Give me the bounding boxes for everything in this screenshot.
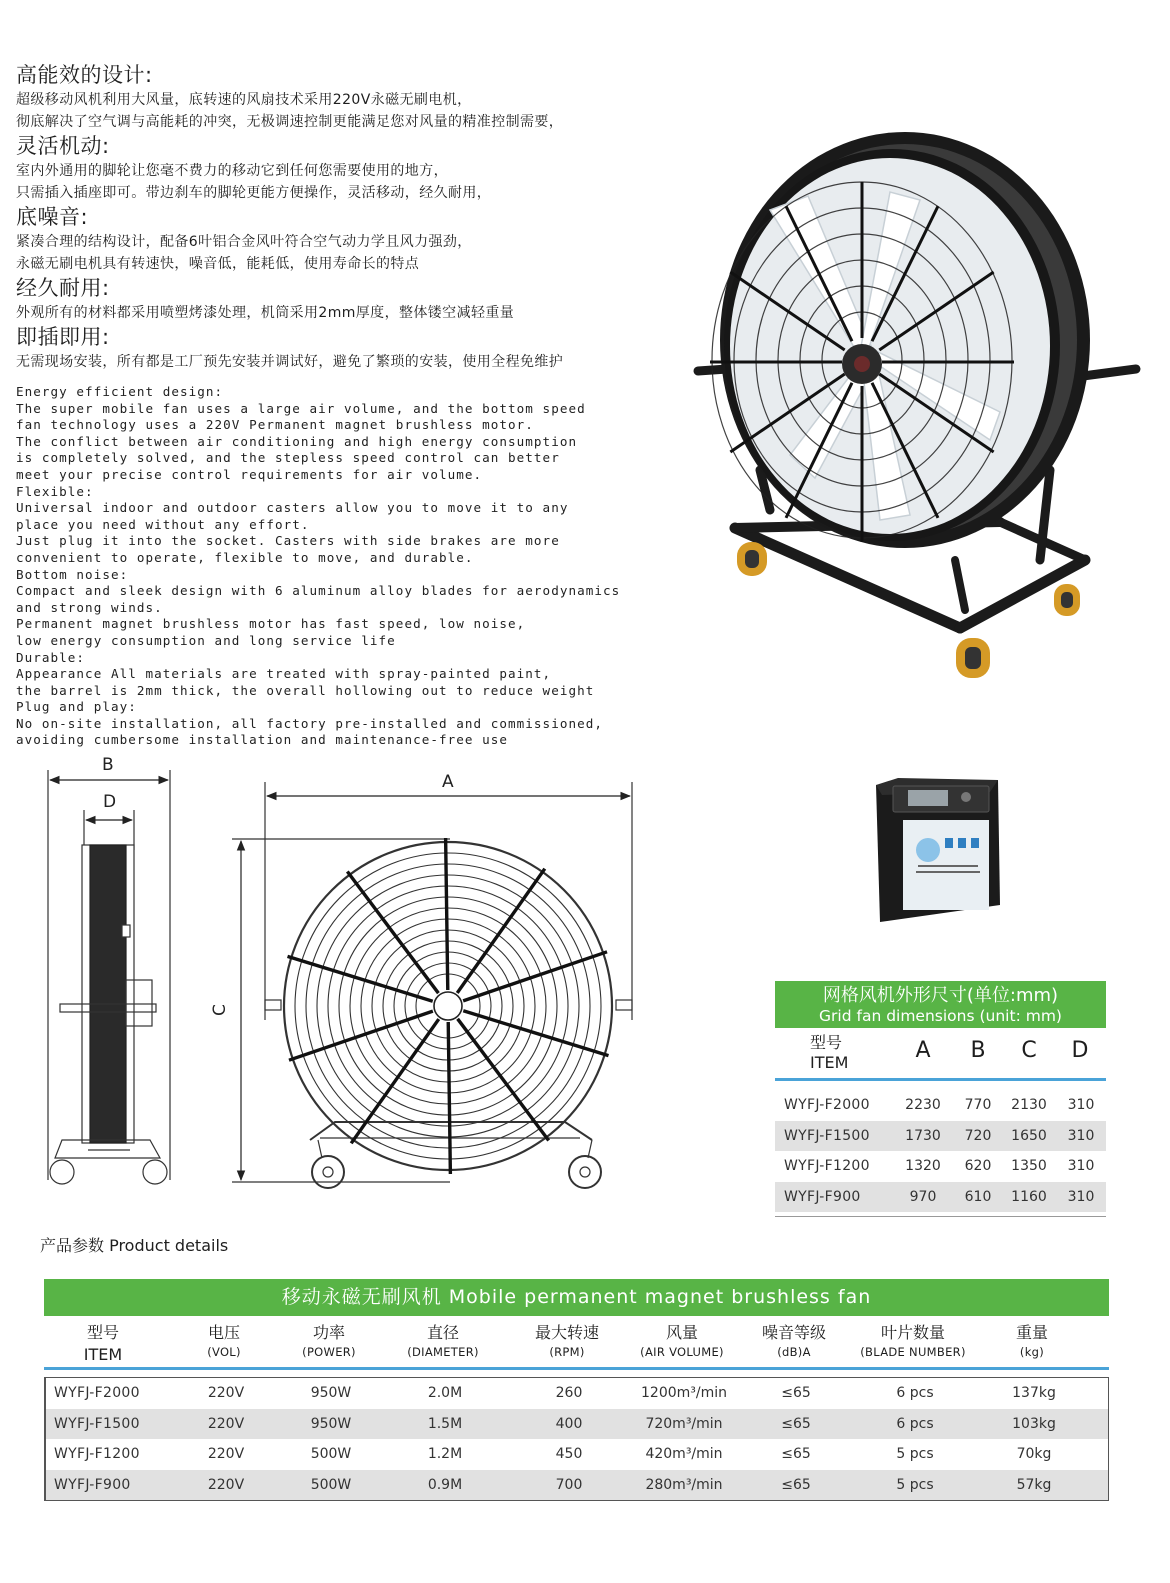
en-line: Bottom noise: bbox=[16, 566, 129, 582]
wheel-icon bbox=[569, 1156, 601, 1188]
en-line: Durable: bbox=[16, 649, 86, 665]
cell-voltage: 220V bbox=[207, 1476, 245, 1493]
cell-a: 2230 bbox=[905, 1097, 941, 1113]
cell-model: WYFJ-F2000 bbox=[54, 1385, 140, 1401]
product-details-body bbox=[44, 1377, 1109, 1501]
cell-air-volume: 720m³/min bbox=[645, 1415, 723, 1432]
cell-diameter: 0.9M bbox=[427, 1476, 463, 1493]
cell-noise: ≤65 bbox=[781, 1476, 811, 1493]
cell-rpm: 260 bbox=[555, 1385, 583, 1401]
dimensions-table-title bbox=[775, 981, 1106, 1028]
cell-c: 1350 bbox=[1011, 1158, 1047, 1174]
en-line: avoiding cumbersome installation and maintenance-free use bbox=[16, 732, 509, 748]
cell-power: 500W bbox=[310, 1476, 352, 1493]
header-col-b: B bbox=[970, 1038, 986, 1063]
en-line: is completely solved, and the stepless speed control can better bbox=[16, 450, 560, 466]
table-row bbox=[46, 1470, 1108, 1501]
header-weight bbox=[962, 1322, 1102, 1360]
cell-diameter: 1.2M bbox=[427, 1446, 463, 1462]
header-col-a: A bbox=[915, 1038, 931, 1063]
cell-noise: ≤65 bbox=[781, 1446, 811, 1462]
product-details-title: 移动永磁无刷风机 Mobile permanent magnet brushless fan bbox=[44, 1279, 1109, 1316]
header-cn: 最大转速 bbox=[534, 1323, 599, 1342]
en-line: Compact and sleek design with 6 aluminum alloy blades for aerodynamics bbox=[16, 583, 621, 599]
table-row bbox=[46, 1439, 1108, 1470]
header-item bbox=[810, 1033, 848, 1073]
cn-line: 只需插入插座即可。带边刹车的脚轮更能方便操作，灵活移动，经久耐用， bbox=[16, 185, 492, 201]
cn-line: 紧凑合理的结构设计，配备6叶铝合金风叶符合空气动力学且风力强劲， bbox=[16, 234, 472, 250]
header-diameter bbox=[373, 1322, 513, 1360]
cell-d: 310 bbox=[1067, 1097, 1095, 1113]
cn-heading: 灵活机动: bbox=[16, 134, 110, 158]
cn-line: 永磁无刷电机具有转速快，噪音低，能耗低，使用寿命长的特点 bbox=[16, 256, 420, 272]
header-col-d: D bbox=[1071, 1038, 1089, 1063]
cell-c: 1650 bbox=[1011, 1127, 1047, 1144]
cell-voltage: 220V bbox=[207, 1385, 245, 1401]
fan-photo bbox=[698, 132, 1136, 678]
en-line: Universal indoor and outdoor casters allow you to move it to any bbox=[16, 500, 569, 516]
table-row bbox=[46, 1409, 1108, 1440]
header-cn: 直径 bbox=[426, 1323, 459, 1342]
cell-power: 500W bbox=[310, 1446, 352, 1462]
cell-model: WYFJ-F1200 bbox=[54, 1446, 140, 1462]
cn-heading: 经久耐用: bbox=[16, 276, 110, 300]
en-line: No on-site installation, all factory pre-installed and commissioned, bbox=[16, 715, 603, 731]
header-cn: 风量 bbox=[665, 1323, 698, 1342]
dimensions-table bbox=[775, 981, 1106, 1223]
motor-hub-icon bbox=[434, 992, 462, 1020]
cell-weight: 70kg bbox=[1016, 1446, 1052, 1462]
cell-voltage: 220V bbox=[207, 1446, 245, 1462]
en-line: The super mobile fan uses a large air volume, and the bottom speed bbox=[16, 400, 586, 416]
drawing-label-b: B bbox=[102, 755, 114, 775]
table-row bbox=[775, 1151, 1106, 1182]
wheel-icon bbox=[956, 638, 990, 678]
cell-noise: ≤65 bbox=[781, 1385, 811, 1401]
handle-icon bbox=[1083, 369, 1136, 376]
cn-line: 超级移动风机利用大风量，底转速的风扇技术采用220V永磁无刷电机， bbox=[16, 92, 472, 108]
en-line: convenient to operate, flexible to move, and durable. bbox=[16, 549, 474, 565]
cell-blades: 6 pcs bbox=[896, 1415, 934, 1432]
header-en: (DIAMETER) bbox=[407, 1345, 479, 1359]
header-en: (RPM) bbox=[549, 1345, 585, 1359]
header-cn: 噪音等级 bbox=[761, 1323, 826, 1342]
drawing-label-c: C bbox=[209, 1004, 230, 1016]
cn-line: 外观所有的材料都采用喷塑烤漆处理，机筒采用2mm厚度，整体镂空减轻重量 bbox=[16, 305, 515, 321]
product-details-table bbox=[44, 1279, 1109, 1501]
en-line: Energy efficient design: bbox=[16, 384, 224, 399]
cn-line: 无需现场安装，所有都是工厂预先安装并调试好，避免了繁琐的安装，使用全程免维护 bbox=[16, 354, 564, 370]
cell-c: 1160 bbox=[1011, 1188, 1047, 1205]
cell-air-volume: 280m³/min bbox=[645, 1476, 723, 1493]
header-en: (BLADE NUMBER) bbox=[860, 1345, 966, 1359]
cn-line: 彻底解决了空气调与高能耗的冲突，无极调速控制更能满足您对风量的精准控制需要， bbox=[16, 114, 564, 130]
en-line: Plug and play: bbox=[16, 699, 137, 715]
product-details-header bbox=[44, 1316, 1109, 1370]
dimensions-table-header bbox=[775, 1028, 1106, 1081]
product-details-label: 产品参数 Product details bbox=[40, 1236, 229, 1255]
en-line: Flexible: bbox=[16, 483, 94, 499]
cell-d: 310 bbox=[1067, 1188, 1095, 1205]
drawing-label-a: A bbox=[442, 772, 454, 792]
cell-rpm: 700 bbox=[555, 1476, 583, 1493]
cell-air-volume: 1200m³/min bbox=[641, 1385, 727, 1401]
header-en: (POWER) bbox=[302, 1345, 356, 1359]
title-en: Grid fan dimensions (unit: mm) bbox=[819, 1007, 1062, 1025]
table-row bbox=[775, 1090, 1106, 1121]
cell-b: 720 bbox=[964, 1127, 992, 1144]
header-col-c: C bbox=[1021, 1038, 1037, 1063]
header-cn: 重量 bbox=[1015, 1323, 1048, 1342]
front-view-drawing bbox=[232, 782, 632, 1188]
header-en: ITEM bbox=[83, 1345, 123, 1364]
cell-power: 950W bbox=[310, 1415, 352, 1432]
controller-display-icon bbox=[908, 790, 948, 806]
cn-heading: 底噪音: bbox=[16, 205, 89, 229]
header-en: (VOL) bbox=[207, 1345, 241, 1359]
cell-rpm: 400 bbox=[555, 1415, 583, 1432]
cn-heading: 高能效的设计: bbox=[16, 63, 153, 87]
header-en: (AIR VOLUME) bbox=[640, 1345, 724, 1359]
wheel-icon bbox=[1054, 584, 1080, 616]
en-line: the barrel is 2mm thick, the overall hollowing out to reduce weight bbox=[16, 682, 595, 698]
header-cn: 功率 bbox=[312, 1323, 345, 1342]
en-line: meet your precise control requirements for air volume. bbox=[16, 466, 483, 482]
cn-heading: 即插即用: bbox=[16, 325, 110, 349]
cell-power: 950W bbox=[310, 1385, 352, 1401]
en-line: low energy consumption and long service life bbox=[16, 632, 396, 648]
cell-model: WYFJ-F2000 bbox=[784, 1097, 870, 1113]
cell-d: 310 bbox=[1067, 1158, 1095, 1174]
cell-model: WYFJ-F900 bbox=[54, 1476, 131, 1493]
en-line: Appearance All materials are treated with spray-painted paint, bbox=[16, 666, 552, 682]
drawing-label-d: D bbox=[103, 792, 117, 812]
cell-weight: 137kg bbox=[1012, 1385, 1056, 1401]
cell-noise: ≤65 bbox=[781, 1415, 811, 1432]
en-line: fan technology uses a 220V Permanent magnet brushless motor. bbox=[16, 417, 534, 433]
cell-air-volume: 420m³/min bbox=[645, 1446, 723, 1462]
cell-d: 310 bbox=[1067, 1127, 1095, 1144]
cell-a: 970 bbox=[909, 1188, 937, 1205]
en-line: The conflict between air conditioning and high energy consumption bbox=[16, 433, 578, 449]
en-line: and strong winds. bbox=[16, 599, 163, 615]
cell-rpm: 450 bbox=[555, 1446, 583, 1462]
en-line: Permanent magnet brushless motor has fast speed, low noise, bbox=[16, 616, 526, 632]
cell-a: 1320 bbox=[905, 1158, 941, 1174]
header-cn: 叶片数量 bbox=[880, 1323, 945, 1342]
cell-weight: 57kg bbox=[1016, 1476, 1052, 1493]
wheel-icon bbox=[143, 1160, 167, 1184]
en-line: Just plug it into the socket. Casters with side brakes are more bbox=[16, 533, 560, 549]
title-cn: 网格风机外形尺寸(单位:mm) bbox=[822, 985, 1059, 1006]
side-view-drawing bbox=[48, 770, 170, 1184]
wheel-icon bbox=[50, 1160, 74, 1184]
header-cn: 电压 bbox=[207, 1323, 240, 1342]
header-item bbox=[33, 1322, 173, 1366]
header-item-cn: 型号 bbox=[810, 1033, 843, 1052]
cell-model: WYFJ-F1500 bbox=[784, 1127, 870, 1144]
cell-blades: 6 pcs bbox=[896, 1385, 934, 1401]
cell-b: 770 bbox=[964, 1097, 992, 1113]
cell-diameter: 2.0M bbox=[427, 1385, 463, 1401]
cell-model: WYFJ-F1500 bbox=[54, 1415, 140, 1432]
cell-b: 620 bbox=[964, 1158, 992, 1174]
table-row bbox=[46, 1378, 1108, 1409]
table-row bbox=[775, 1121, 1106, 1152]
cn-line: 室内外通用的脚轮让您毫不费力的移动它到任何您需要使用的地方， bbox=[16, 163, 448, 179]
cell-b: 610 bbox=[964, 1188, 992, 1205]
cell-a: 1730 bbox=[905, 1127, 941, 1144]
cell-c: 2130 bbox=[1011, 1097, 1047, 1113]
header-cn: 型号 bbox=[86, 1323, 119, 1342]
controller-knob-icon bbox=[961, 792, 971, 802]
wheel-icon bbox=[737, 542, 767, 576]
cell-blades: 5 pcs bbox=[896, 1446, 934, 1462]
cell-voltage: 220V bbox=[207, 1415, 245, 1432]
header-en: (dB)A bbox=[777, 1345, 811, 1359]
table-row bbox=[775, 1182, 1106, 1213]
header-en: (kg) bbox=[1019, 1345, 1045, 1359]
cell-model: WYFJ-F1200 bbox=[784, 1158, 870, 1174]
cell-weight: 103kg bbox=[1012, 1415, 1056, 1432]
en-line: place you need without any effort. bbox=[16, 516, 310, 532]
cell-blades: 5 pcs bbox=[896, 1476, 934, 1493]
table-divider bbox=[775, 1216, 1106, 1223]
cell-model: WYFJ-F900 bbox=[784, 1188, 861, 1205]
cell-diameter: 1.5M bbox=[427, 1415, 463, 1432]
wheel-icon bbox=[312, 1156, 344, 1188]
header-item-en: ITEM bbox=[810, 1053, 849, 1072]
controller-photo bbox=[876, 778, 1000, 922]
